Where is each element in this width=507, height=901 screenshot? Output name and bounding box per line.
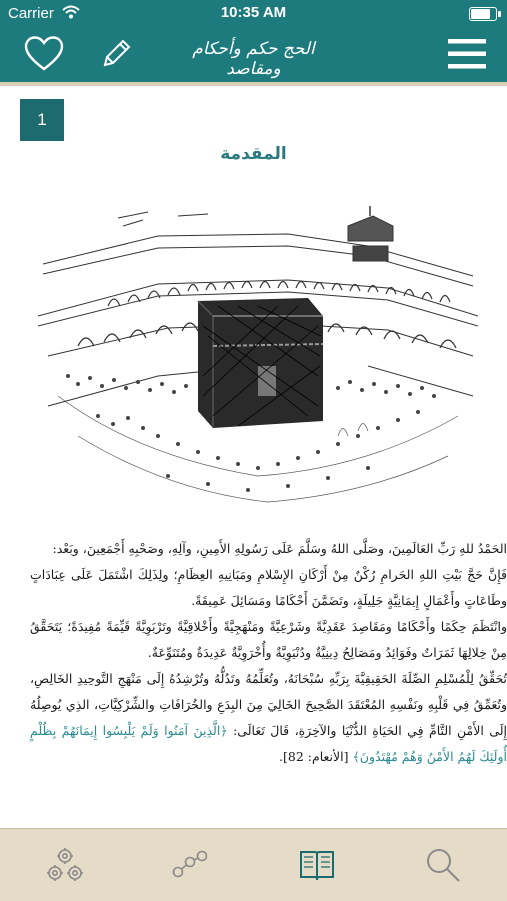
verse-citation: [الأنعام: 82].: [279, 749, 353, 764]
settings-gears-icon: [45, 845, 85, 885]
battery-icon: [469, 7, 497, 21]
page-number-badge: 1: [20, 99, 64, 141]
status-time: 10:35 AM: [220, 4, 287, 21]
tab-search[interactable]: [418, 840, 468, 890]
carrier-label: Carrier: [8, 5, 54, 22]
status-bar: [0, 0, 507, 26]
paragraph: الحَمْدُ للهِ رَبِّ العَالَمِينَ، وصَلَّى اللهُ وسَلَّمَ عَلَى رَسُولِهِ الأَمِينِ، وآلِهِ، وصَحْبِهِ أَجْمَعِينَ، وبَعْد:: [52, 541, 507, 556]
hamburger-menu-icon: [448, 37, 486, 71]
section-title: المقدمة: [220, 144, 287, 164]
search-icon: [423, 845, 463, 885]
navigation-bar: [0, 26, 507, 86]
tab-settings[interactable]: [40, 840, 90, 890]
notes-button[interactable]: [94, 32, 138, 76]
intro-text: [30, 536, 507, 770]
tab-bar: [0, 828, 507, 901]
menu-button[interactable]: [445, 32, 489, 76]
favorite-button[interactable]: [22, 32, 66, 76]
kaaba-sketch-illustration: [38, 206, 478, 506]
paragraph: [30, 666, 507, 770]
tab-share[interactable]: [165, 840, 215, 890]
paragraph: فَإِنَّ حَجَّ بَيْتِ اللهِ الحَرامِ رُكْنٌ مِنْ أَرْكَانِ الإِسْلامِ ومَبَانِيهِ العِظَامِ؛ ولِذَلِكَ اشْتَمَلَ عَلَى عِبَادَاتٍ وطَاعَاتٍ وأَعْمَالٍ إِيمَانِيَّةٍ جَلِيلَةٍ، وتَضَمَّنَ أَحْكَامًا ومَسَائِلَ عَمِيقَةً.: [30, 567, 507, 608]
share-icon: [170, 845, 210, 885]
reader-content[interactable]: [0, 86, 507, 828]
pencil-icon: [99, 37, 133, 71]
paragraph-text: تُحَقِّقُ لِلْمُسْلِمِ الصِّلَةَ الحَقِيقِيَّةَ بِرَبِّهِ سُبْحَانَهُ، وتُعَلِّمُهُ وتَدُلُّهُ وتُرْشِدُهُ إِلَى مَنْهَجِ التَّوحِيدِ الخَالِصِ، وتُعَمِّقُ فِي قَلْبِهِ ونَفْسِهِ المُعْتَقَدَ الصَّحِيحَ الخَالِيَ مِنَ البِدَعِ والخُرَافَاتِ والشِّرْكِيَّاتِ، الذِي يُوصِلُهُ إِلَى الأَمْنِ التَّامِّ فِي الحَيَاةِ الدُّنْيَا والآخِرَةِ، قَالَ تَعَالَى:: [30, 671, 507, 738]
app-title: الحج حكم وأحكام ومقاصد: [192, 39, 315, 79]
quran-verse: ﴿الَّذِينَ آمَنُوا وَلَمْ يَلْبِسُوا إِيمَانَهُمْ بِظُلْمٍ أُولَئِكَ لَهُمُ الأَمْنُ وَهُمْ مُهْتَدُونَ﴾: [30, 723, 507, 764]
paragraph: وانْتَظَمَ حِكَمًا وأَحْكَامًا ومَقَاصِدَ عَقَدِيَّةً وشَرْعِيَّةً ومَنْهَجِيَّةً وأَخْلاقِيَّةً وتَرْبَوِيَّةً قَيِّمَةً مُفِيدَةً؛ يَتَحَقَّقُ مِنْ خِلالِهَا ثَمَرَاتٌ وفَوَائِدُ ومَصَالِحُ دِينِيَّةٌ ودُنْيَوِيَّةٌ وأُخْرَوِيَّةٌ عَدِيدَةٌ ومُتَنَوِّعَةٌ.: [30, 619, 507, 660]
tab-book[interactable]: [292, 840, 342, 890]
heart-icon: [24, 36, 64, 72]
book-icon: [297, 845, 337, 885]
